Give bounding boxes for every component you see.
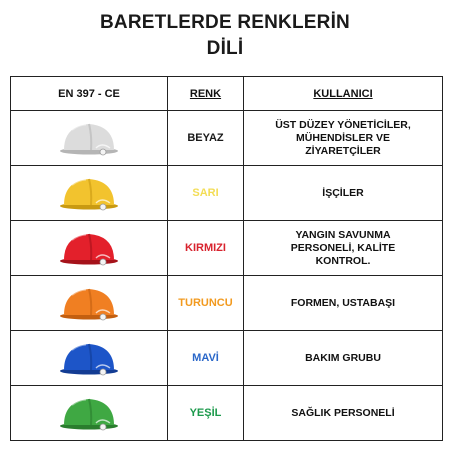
header-standard: EN 397 - CE [11,77,168,111]
user-line: ÜST DÜZEY YÖNETİCİLER, [275,118,411,131]
user-line: ZİYARETÇİLER [305,144,381,157]
table-row [11,386,443,441]
color-label: KIRMIZI [168,221,244,276]
color-label: BEYAZ [168,111,244,166]
header-user: KULLANICI [244,77,443,111]
user-line: SAĞLIK PERSONELİ [291,406,395,419]
user-cell [244,276,443,331]
user-cell [244,166,443,221]
title-line-2: DİLİ [206,38,244,59]
header-color: RENK [168,77,244,111]
table-row [11,221,443,276]
user-line: MÜHENDİSLER VE [296,131,390,144]
user-cell [244,386,443,441]
table-row [11,166,443,221]
page-title [0,10,450,62]
yellow-hard-hat-icon [58,173,120,213]
helmet-color-table [10,76,443,441]
helmet-cell [11,221,168,276]
user-line: BAKIM GRUBU [305,351,381,364]
color-label: TURUNCU [168,276,244,331]
white-hard-hat-icon [58,118,120,158]
helmet-cell [11,276,168,331]
blue-hard-hat-icon [58,338,120,378]
helmet-cell [11,331,168,386]
table-row [11,276,443,331]
table-row [11,111,443,166]
user-cell [244,111,443,166]
user-cell [244,221,443,276]
color-label: YEŞİL [168,386,244,441]
user-line: FORMEN, USTABAŞI [290,296,396,309]
table-row [11,331,443,386]
table-header-row [11,77,443,111]
orange-hard-hat-icon [58,283,120,323]
color-label: MAVİ [168,331,244,386]
helmet-cell [11,166,168,221]
color-label: SARI [168,166,244,221]
user-cell [244,331,443,386]
title-line-1: BARETLERDE RENKLERİN [100,12,350,33]
green-hard-hat-icon [58,393,120,433]
user-line: İŞÇİLER [322,186,364,199]
helmet-cell [11,386,168,441]
user-line: YANGIN SAVUNMA [295,228,391,241]
user-line: PERSONELİ, KALİTE [290,241,396,254]
red-hard-hat-icon [58,228,120,268]
user-line: KONTROL. [315,254,371,267]
helmet-cell [11,111,168,166]
